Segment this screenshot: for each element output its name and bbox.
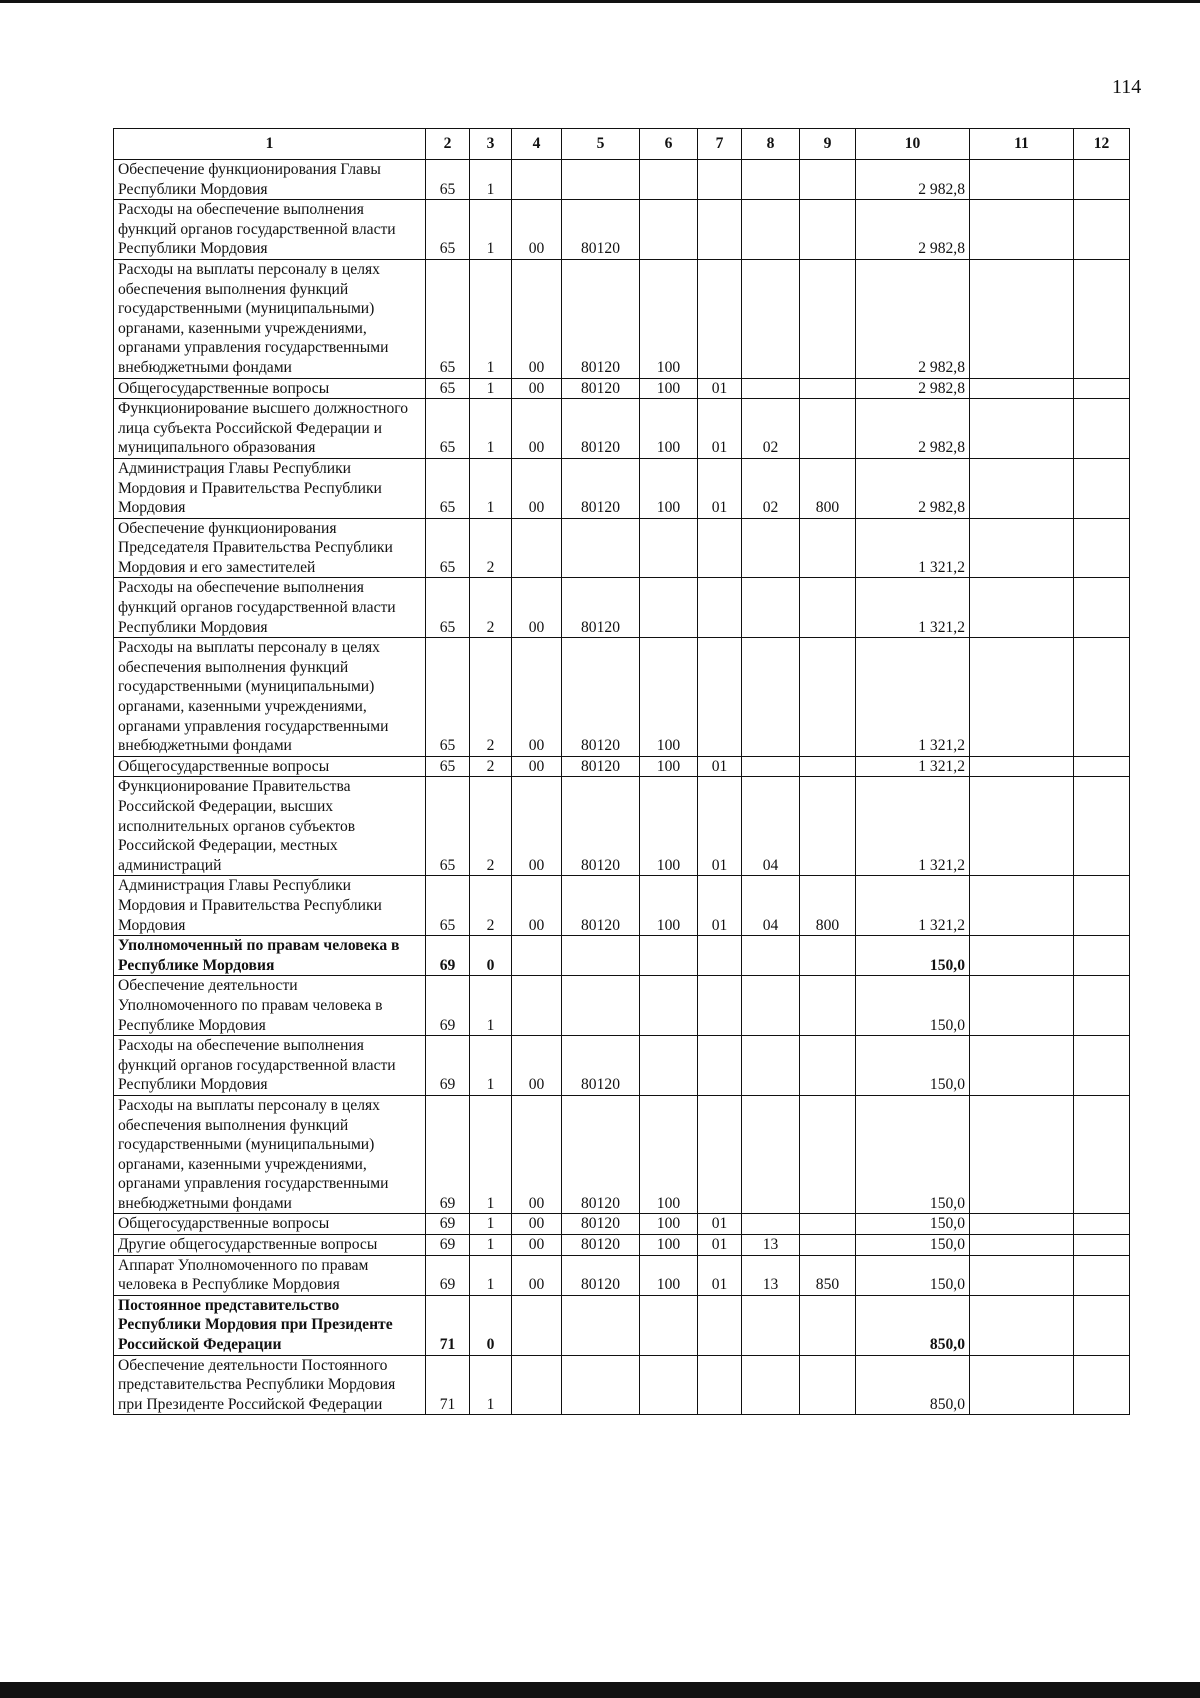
row-value-cell: 100 [640,1214,698,1235]
table-row [114,1036,1130,1096]
row-name-cell: Аппарат Уполномоченного по правам человека в Республике Мордовия [114,1255,426,1295]
row-empty-cell [970,1036,1074,1096]
row-value-cell [800,638,856,757]
row-value-cell: 1 [470,399,512,459]
row-value-cell: 1 [470,1214,512,1235]
row-value-cell [742,756,800,777]
row-value-cell [800,1036,856,1096]
table-row [114,399,1130,459]
row-value-cell [698,518,742,578]
row-value-cell: 80120 [562,458,640,518]
row-value-cell: 80120 [562,1255,640,1295]
row-value-cell: 100 [640,756,698,777]
row-value-cell [800,160,856,200]
row-value-cell: 69 [426,1235,470,1256]
row-value-cell: 80120 [562,578,640,638]
row-empty-cell [970,399,1074,459]
row-value-cell [512,1295,562,1355]
scan-bottom-edge [0,1682,1200,1698]
row-value-cell: 80120 [562,756,640,777]
row-value-cell [640,1036,698,1096]
row-value-cell: 00 [512,378,562,399]
row-value-cell [562,518,640,578]
row-empty-cell [1074,399,1130,459]
row-value-cell [742,976,800,1036]
row-value-cell [512,936,562,976]
row-name-cell: Расходы на обеспечение выполнения функций органов государственной власти Республики Мордовия [114,1036,426,1096]
row-value-cell [800,976,856,1036]
column-header: 11 [970,129,1074,160]
row-value-cell: 80120 [562,1235,640,1256]
row-value-cell: 69 [426,976,470,1036]
row-empty-cell [970,1255,1074,1295]
page-number: 114 [1112,76,1142,98]
row-value-cell: 80120 [562,1095,640,1214]
row-value-cell: 150,0 [856,1214,970,1235]
row-empty-cell [1074,638,1130,757]
row-value-cell [698,578,742,638]
row-value-cell: 00 [512,638,562,757]
row-value-cell: 150,0 [856,936,970,976]
row-value-cell: 850,0 [856,1295,970,1355]
row-empty-cell [1074,259,1130,378]
row-value-cell [742,160,800,200]
row-empty-cell [1074,578,1130,638]
row-value-cell [800,259,856,378]
row-value-cell: 2 982,8 [856,458,970,518]
row-value-cell: 65 [426,638,470,757]
row-value-cell: 69 [426,1255,470,1295]
row-empty-cell [1074,458,1130,518]
row-value-cell: 65 [426,259,470,378]
row-empty-cell [1074,1036,1130,1096]
row-value-cell: 69 [426,1095,470,1214]
row-value-cell [800,1095,856,1214]
row-value-cell: 65 [426,756,470,777]
row-value-cell: 2 982,8 [856,399,970,459]
table-row [114,777,1130,876]
row-value-cell: 150,0 [856,1036,970,1096]
row-empty-cell [1074,756,1130,777]
table-row [114,1235,1130,1256]
row-value-cell: 00 [512,1036,562,1096]
row-value-cell: 65 [426,160,470,200]
row-value-cell [742,1095,800,1214]
row-value-cell: 2 [470,876,512,936]
row-empty-cell [970,458,1074,518]
row-value-cell: 00 [512,399,562,459]
row-value-cell: 1 [470,1036,512,1096]
row-value-cell [698,976,742,1036]
row-name-cell: Обеспечение деятельности Уполномоченного по правам человека в Республике Мордовия [114,976,426,1036]
row-value-cell: 01 [698,756,742,777]
row-value-cell: 80120 [562,378,640,399]
column-header: 6 [640,129,698,160]
row-value-cell: 0 [470,936,512,976]
table-row [114,638,1130,757]
row-empty-cell [1074,200,1130,260]
row-value-cell: 69 [426,1036,470,1096]
row-value-cell: 65 [426,458,470,518]
row-empty-cell [1074,777,1130,876]
row-value-cell: 1 [470,259,512,378]
row-value-cell: 00 [512,1255,562,1295]
row-value-cell: 13 [742,1235,800,1256]
row-value-cell: 80120 [562,200,640,260]
row-value-cell: 100 [640,399,698,459]
row-empty-cell [1074,1355,1130,1415]
row-empty-cell [1074,936,1130,976]
row-value-cell: 65 [426,518,470,578]
table-row [114,1355,1130,1415]
row-value-cell: 2 [470,578,512,638]
row-value-cell: 69 [426,936,470,976]
row-value-cell: 100 [640,378,698,399]
row-value-cell: 1 321,2 [856,638,970,757]
row-value-cell [640,1355,698,1415]
row-empty-cell [970,259,1074,378]
row-empty-cell [970,976,1074,1036]
table-row [114,518,1130,578]
row-value-cell: 1 [470,976,512,1036]
row-value-cell: 150,0 [856,1235,970,1256]
row-value-cell [512,160,562,200]
row-name-cell: Администрация Главы Республики Мордовия и Правительства Республики Мордовия [114,876,426,936]
row-name-cell: Другие общегосударственные вопросы [114,1235,426,1256]
row-value-cell: 850,0 [856,1355,970,1415]
row-value-cell: 150,0 [856,1095,970,1214]
row-value-cell: 65 [426,378,470,399]
row-empty-cell [1074,160,1130,200]
row-value-cell: 0 [470,1295,512,1355]
row-value-cell [698,160,742,200]
column-header: 9 [800,129,856,160]
row-value-cell: 00 [512,1235,562,1256]
table-row [114,578,1130,638]
row-empty-cell [970,756,1074,777]
row-value-cell [698,1295,742,1355]
row-value-cell: 71 [426,1355,470,1415]
column-header: 2 [426,129,470,160]
row-value-cell [800,1235,856,1256]
column-header: 3 [470,129,512,160]
row-value-cell: 01 [698,1235,742,1256]
table-row [114,1255,1130,1295]
row-value-cell [800,1355,856,1415]
row-value-cell [800,1214,856,1235]
table-row [114,1095,1130,1214]
row-empty-cell [1074,876,1130,936]
row-empty-cell [970,578,1074,638]
row-value-cell [742,1036,800,1096]
row-value-cell [742,936,800,976]
row-value-cell [698,1036,742,1096]
row-value-cell: 00 [512,200,562,260]
row-value-cell [698,259,742,378]
row-name-cell: Расходы на выплаты персоналу в целях обеспечения выполнения функций государственными (муниципальными) органами, казенными учреждениями, органами управления государственными внебюджетными фондами [114,259,426,378]
row-value-cell: 850 [800,1255,856,1295]
row-value-cell: 2 [470,756,512,777]
row-value-cell: 02 [742,458,800,518]
row-value-cell: 80120 [562,876,640,936]
table-row [114,936,1130,976]
row-name-cell: Администрация Главы Республики Мордовия и Правительства Республики Мордовия [114,458,426,518]
row-value-cell: 100 [640,777,698,876]
row-value-cell: 2 [470,638,512,757]
row-value-cell: 00 [512,259,562,378]
row-value-cell [742,518,800,578]
row-value-cell [800,756,856,777]
row-value-cell: 00 [512,1214,562,1235]
row-name-cell: Обеспечение деятельности Постоянного представительства Республики Мордовия при Президенте Российской Федерации [114,1355,426,1415]
row-value-cell: 2 [470,777,512,876]
table-header-row [114,129,1130,160]
row-value-cell [640,578,698,638]
column-header: 7 [698,129,742,160]
row-value-cell [800,1295,856,1355]
table-row [114,876,1130,936]
table-row [114,756,1130,777]
row-name-cell: Обеспечение функционирования Председателя Правительства Республики Мордовия и его заместителей [114,518,426,578]
row-value-cell: 00 [512,578,562,638]
table-row [114,160,1130,200]
row-value-cell: 01 [698,1255,742,1295]
budget-table [113,128,1130,1415]
row-empty-cell [970,378,1074,399]
row-value-cell [800,518,856,578]
row-value-cell: 01 [698,1214,742,1235]
row-value-cell: 2 982,8 [856,259,970,378]
row-empty-cell [1074,1255,1130,1295]
row-value-cell [742,378,800,399]
row-value-cell: 1 [470,378,512,399]
row-empty-cell [1074,518,1130,578]
row-value-cell: 65 [426,876,470,936]
row-name-cell: Расходы на обеспечение выполнения функций органов государственной власти Республики Мордовия [114,200,426,260]
row-empty-cell [1074,378,1130,399]
row-value-cell: 2 [470,518,512,578]
row-value-cell: 01 [698,777,742,876]
row-value-cell: 150,0 [856,976,970,1036]
column-header: 8 [742,129,800,160]
row-empty-cell [970,1295,1074,1355]
row-value-cell: 1 [470,458,512,518]
table-row [114,976,1130,1036]
row-value-cell [698,638,742,757]
row-value-cell: 800 [800,458,856,518]
row-empty-cell [970,160,1074,200]
row-value-cell [640,200,698,260]
row-value-cell [640,160,698,200]
row-value-cell: 150,0 [856,1255,970,1295]
row-name-cell: Функционирование высшего должностного лица субъекта Российской Федерации и муниципального образования [114,399,426,459]
row-value-cell: 100 [640,1255,698,1295]
row-value-cell: 01 [698,458,742,518]
row-value-cell: 80120 [562,399,640,459]
table-row [114,458,1130,518]
row-value-cell [800,777,856,876]
row-empty-cell [970,777,1074,876]
row-value-cell [800,200,856,260]
row-value-cell: 1 [470,1095,512,1214]
row-value-cell: 1 321,2 [856,777,970,876]
row-value-cell [742,638,800,757]
row-value-cell [800,378,856,399]
row-value-cell: 100 [640,876,698,936]
row-value-cell: 2 982,8 [856,378,970,399]
row-value-cell: 1 [470,1255,512,1295]
row-empty-cell [970,1355,1074,1415]
row-value-cell [562,976,640,1036]
row-value-cell: 01 [698,876,742,936]
row-empty-cell [970,200,1074,260]
row-value-cell [562,936,640,976]
row-name-cell: Обеспечение функционирования Главы Республики Мордовия [114,160,426,200]
row-value-cell [640,1295,698,1355]
row-empty-cell [970,1235,1074,1256]
row-value-cell [640,518,698,578]
row-value-cell [698,936,742,976]
row-name-cell: Расходы на выплаты персоналу в целях обеспечения выполнения функций государственными (муниципальными) органами, казенными учреждениями, органами управления государственными внебюджетными фондами [114,638,426,757]
row-value-cell: 00 [512,876,562,936]
row-empty-cell [1074,1235,1130,1256]
row-value-cell [640,936,698,976]
row-value-cell [512,976,562,1036]
row-value-cell [742,578,800,638]
row-value-cell: 80120 [562,638,640,757]
row-value-cell: 2 982,8 [856,200,970,260]
table-row [114,200,1130,260]
row-value-cell [698,200,742,260]
row-empty-cell [1074,1214,1130,1235]
row-value-cell [698,1095,742,1214]
table-row [114,1295,1130,1355]
row-value-cell [800,936,856,976]
row-value-cell: 00 [512,777,562,876]
row-value-cell: 00 [512,458,562,518]
row-empty-cell [970,876,1074,936]
table-body [114,160,1130,1415]
row-name-cell: Функционирование Правительства Российской Федерации, высших исполнительных органов субъектов Российской Федерации, местных администраций [114,777,426,876]
row-value-cell: 80120 [562,1036,640,1096]
row-value-cell: 1 321,2 [856,756,970,777]
row-value-cell: 04 [742,777,800,876]
row-value-cell: 1 321,2 [856,876,970,936]
row-value-cell: 1 [470,160,512,200]
row-value-cell: 80120 [562,259,640,378]
row-empty-cell [970,1214,1074,1235]
column-header: 5 [562,129,640,160]
row-value-cell: 2 982,8 [856,160,970,200]
row-value-cell: 1 [470,1355,512,1415]
row-value-cell [640,976,698,1036]
row-value-cell [742,259,800,378]
row-value-cell: 65 [426,777,470,876]
row-value-cell: 01 [698,399,742,459]
row-value-cell: 65 [426,399,470,459]
row-empty-cell [970,936,1074,976]
table-row [114,259,1130,378]
row-value-cell: 1 [470,200,512,260]
row-value-cell: 800 [800,876,856,936]
row-value-cell: 01 [698,378,742,399]
row-value-cell: 80120 [562,777,640,876]
row-value-cell: 00 [512,756,562,777]
row-empty-cell [970,638,1074,757]
row-value-cell: 13 [742,1255,800,1295]
row-value-cell: 04 [742,876,800,936]
row-value-cell [562,160,640,200]
row-value-cell: 00 [512,1095,562,1214]
row-name-cell: Уполномоченный по правам человека в Республике Мордовия [114,936,426,976]
row-value-cell: 100 [640,1235,698,1256]
row-empty-cell [1074,976,1130,1036]
row-value-cell: 100 [640,259,698,378]
row-value-cell: 80120 [562,1214,640,1235]
column-header: 10 [856,129,970,160]
row-empty-cell [970,1095,1074,1214]
row-value-cell [800,578,856,638]
scan-top-edge [0,0,1200,3]
row-value-cell: 100 [640,1095,698,1214]
row-value-cell: 1 321,2 [856,578,970,638]
row-value-cell [562,1295,640,1355]
table-row [114,378,1130,399]
row-value-cell [742,1355,800,1415]
column-header: 4 [512,129,562,160]
row-value-cell [742,1214,800,1235]
column-header: 12 [1074,129,1130,160]
row-empty-cell [970,518,1074,578]
column-header: 1 [114,129,426,160]
row-value-cell [742,1295,800,1355]
table-row [114,1214,1130,1235]
row-name-cell: Общегосударственные вопросы [114,756,426,777]
row-empty-cell [1074,1295,1130,1355]
row-name-cell: Расходы на выплаты персоналу в целях обеспечения выполнения функций государственными (муниципальными) органами, казенными учреждениями, органами управления государственными внебюджетными фондами [114,1095,426,1214]
row-value-cell: 65 [426,200,470,260]
row-value-cell [800,399,856,459]
row-value-cell: 02 [742,399,800,459]
row-value-cell [512,518,562,578]
row-value-cell [742,200,800,260]
row-value-cell: 69 [426,1214,470,1235]
row-empty-cell [1074,1095,1130,1214]
row-value-cell: 71 [426,1295,470,1355]
row-name-cell: Постоянное представительство Республики Мордовия при Президенте Российской Федерации [114,1295,426,1355]
row-value-cell: 1 [470,1235,512,1256]
row-value-cell [698,1355,742,1415]
row-value-cell: 100 [640,458,698,518]
row-name-cell: Расходы на обеспечение выполнения функций органов государственной власти Республики Мордовия [114,578,426,638]
row-value-cell: 65 [426,578,470,638]
row-value-cell: 100 [640,638,698,757]
row-name-cell: Общегосударственные вопросы [114,378,426,399]
row-value-cell [562,1355,640,1415]
row-value-cell [512,1355,562,1415]
row-name-cell: Общегосударственные вопросы [114,1214,426,1235]
row-value-cell: 1 321,2 [856,518,970,578]
